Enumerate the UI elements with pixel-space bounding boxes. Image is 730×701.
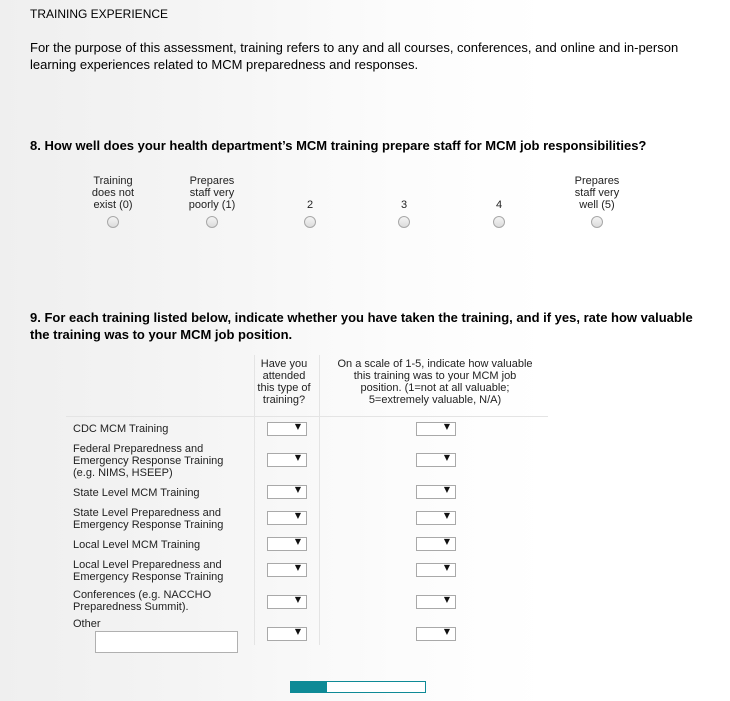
rating-select[interactable]: [416, 627, 456, 641]
q8-option-label: Prepares staff very poorly (1): [188, 175, 236, 211]
other-training-input[interactable]: [95, 631, 238, 653]
q8-option-1[interactable]: [172, 175, 252, 228]
row-label: Local Level MCM Training: [73, 539, 201, 551]
rating-select[interactable]: [416, 537, 456, 551]
attended-column-header: Have you attended this type of training?: [257, 358, 311, 406]
attended-select[interactable]: [267, 563, 307, 577]
progress-bar-fill: [291, 682, 327, 692]
q8-option-label: 2: [306, 199, 314, 211]
q8-option-label: 4: [495, 199, 503, 211]
rating-select[interactable]: [416, 453, 456, 467]
survey-progress-bar: [290, 681, 426, 693]
q8-radio-1[interactable]: [206, 216, 218, 228]
q8-radio-5[interactable]: [591, 216, 603, 228]
column-divider: [319, 355, 320, 645]
q8-scale: [0, 175, 730, 235]
matrix-header: [66, 355, 548, 417]
section-intro: For the purpose of this assessment, training refers to any and all courses, conferences, and online and in-person learning experiences related to MCM preparedness and responses.: [30, 40, 679, 72]
attended-select[interactable]: [267, 422, 307, 436]
q8-option-label: 3: [400, 199, 408, 211]
rating-column-header: On a scale of 1-5, indicate how valuable this training was to your MCM job position. (1=not at all valuable; 5=extremely valuable, N/A): [337, 358, 533, 406]
row-label: Other: [73, 618, 101, 630]
attended-select[interactable]: [267, 595, 307, 609]
q8-radio-0[interactable]: [107, 216, 119, 228]
q8-radio-4[interactable]: [493, 216, 505, 228]
rating-select[interactable]: [416, 485, 456, 499]
rating-select[interactable]: [416, 422, 456, 436]
column-divider: [254, 355, 255, 645]
rating-select[interactable]: [416, 595, 456, 609]
q8-option-4[interactable]: [459, 175, 539, 228]
section-title: TRAINING EXPERIENCE: [30, 7, 169, 21]
row-label: State Level Preparedness and Emergency Response Training: [73, 507, 224, 531]
attended-select[interactable]: [267, 627, 307, 641]
row-label: State Level MCM Training: [73, 487, 200, 499]
q8-radio-2[interactable]: [304, 216, 316, 228]
row-label: Local Level Preparedness and Emergency Response Training: [73, 559, 224, 583]
attended-select[interactable]: [267, 485, 307, 499]
rating-select[interactable]: [416, 563, 456, 577]
attended-select[interactable]: [267, 511, 307, 525]
q8-option-label: Prepares staff very well (5): [574, 175, 620, 211]
q8-radio-3[interactable]: [398, 216, 410, 228]
attended-select[interactable]: [267, 537, 307, 551]
attended-select[interactable]: [267, 453, 307, 467]
question-9-title: 9. For each training listed below, indicate whether you have taken the training, and if yes, rate how valuable the training was to your MCM job position.: [30, 310, 693, 342]
row-label: Conferences (e.g. NACCHO Preparedness Summit).: [73, 589, 212, 613]
q8-option-5[interactable]: [557, 175, 637, 228]
q9-matrix: [66, 355, 548, 630]
rating-select[interactable]: [416, 511, 456, 525]
q8-option-3[interactable]: [364, 175, 444, 228]
row-label: Federal Preparedness and Emergency Response Training (e.g. NIMS, HSEEP): [73, 443, 224, 479]
row-label: CDC MCM Training: [73, 423, 169, 435]
q8-option-0[interactable]: [73, 175, 153, 228]
question-8-title: 8. How well does your health department’s MCM training prepare staff for MCM job responsibilities?: [30, 138, 647, 153]
q8-option-label: Training does not exist (0): [91, 175, 135, 211]
q8-option-2[interactable]: [270, 175, 350, 228]
